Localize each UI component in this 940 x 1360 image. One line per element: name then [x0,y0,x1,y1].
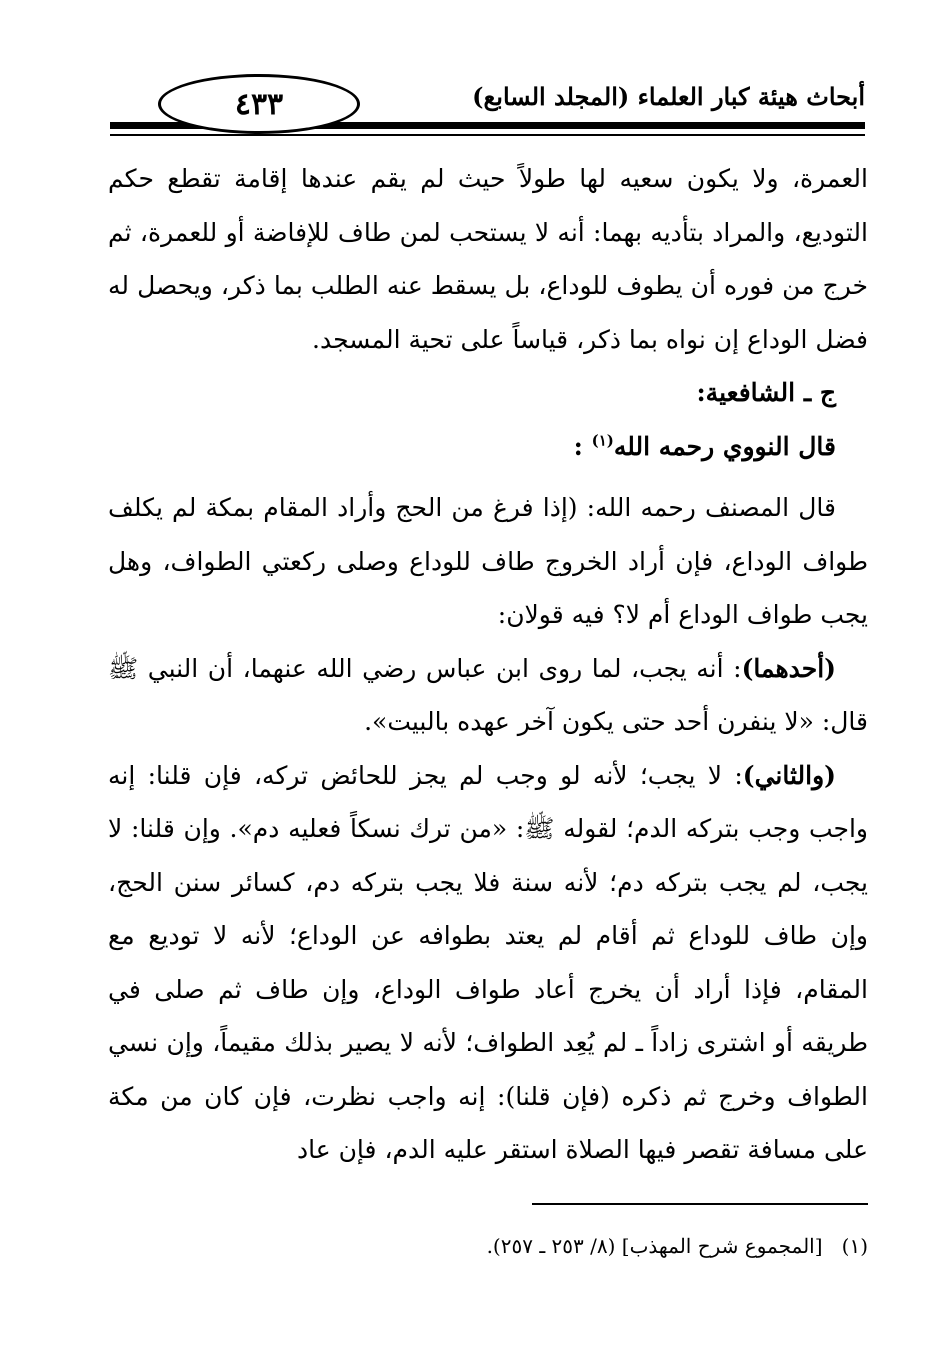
header-rule-thin [110,134,865,136]
footnote-marker: (١) [591,431,614,450]
nawawi-colon: : [573,431,583,461]
footnote-text: [المجموع شرح المهذب] (٨/ ٢٥٣ ـ ٢٥٧). [486,1234,823,1258]
para4-label: (والثاني) [742,760,836,790]
section-heading-shafii: ج ـ الشافعية: [696,378,836,407]
footnote-number: (١) [841,1234,868,1258]
para4-text: : لا يجب؛ لأنه لو وجب لم يجز للحائض تركه، فإن قلنا: إنه واجب وجب بتركه الدم؛ لقوله ﷺ: «من ترك نسكاً فعليه دم». وإن قلنا: لا يجب، لم يجب بتركه دم؛ لأنه سنة فلا يجب بتركه دم، كسائر سنن الحج، وإن طاف للوداع ثم أقام لم يعتد بطوافه عن الوداع؛ لأنه لا توديع مع المقام، فإذا أراد أن يخرج أعاد طواف الوداع، وإن طاف ثم صلى في طريقه أو اشترى زاداً ـ لم يُعِد الطواف؛ لأنه لا يصير بذلك مقيماً، وإن نسي الطواف وخرج ثم ذكره (فإن قلنا): إنه واجب نظرت، فإن كان من مكة على مسافة تقصر فيها الصلاة استقر عليه الدم، فإن عاد [108,760,868,1164]
nawawi-label: قال النووي رحمه الله [613,431,836,461]
footnote [108,1232,868,1260]
paragraph-1: العمرة، ولا يكون سعيه لها طولاً حيث لم يقم عندها إقامة تقطع حكم التوديع، والمراد بتأديه بهما: أنه لا يستحب لمن طاف للإفاضة أو للعمرة، ثم خرج من فوره أن يطوف للوداع، بل يسقط عنه الطلب بما ذكر، ويحصل له فضل الوداع إن نواه بما ذكر، قياساً على تحية المسجد. [108,164,868,354]
para3-text: : أنه يجب، لما روى ابن عباس رضي الله عنهما، أن النبي ﷺ قال: «لا ينفرن أحد حتى يكون آخر عهده بالبيت». [108,653,868,736]
main-text [108,152,868,1177]
para3-label: (أحدهما) [741,653,836,683]
running-title: أبحاث هيئة كبار العلماء (المجلد السابع) [472,82,865,111]
paragraph-3 [108,642,868,749]
paragraph-4 [108,749,868,1177]
nawawi-heading [108,420,868,474]
footnote-separator [532,1203,868,1205]
paragraph-2: قال المصنف رحمه الله: (إذا فرغ من الحج وأراد المقام بمكة لم يكلف طواف الوداع، فإن أراد الخروج طاف للوداع وصلى ركعتي الطواف، وهل يجب طواف الوداع أم لا؟ فيه قولان: [108,493,868,629]
page-number: ٤٣٣ [158,74,360,134]
